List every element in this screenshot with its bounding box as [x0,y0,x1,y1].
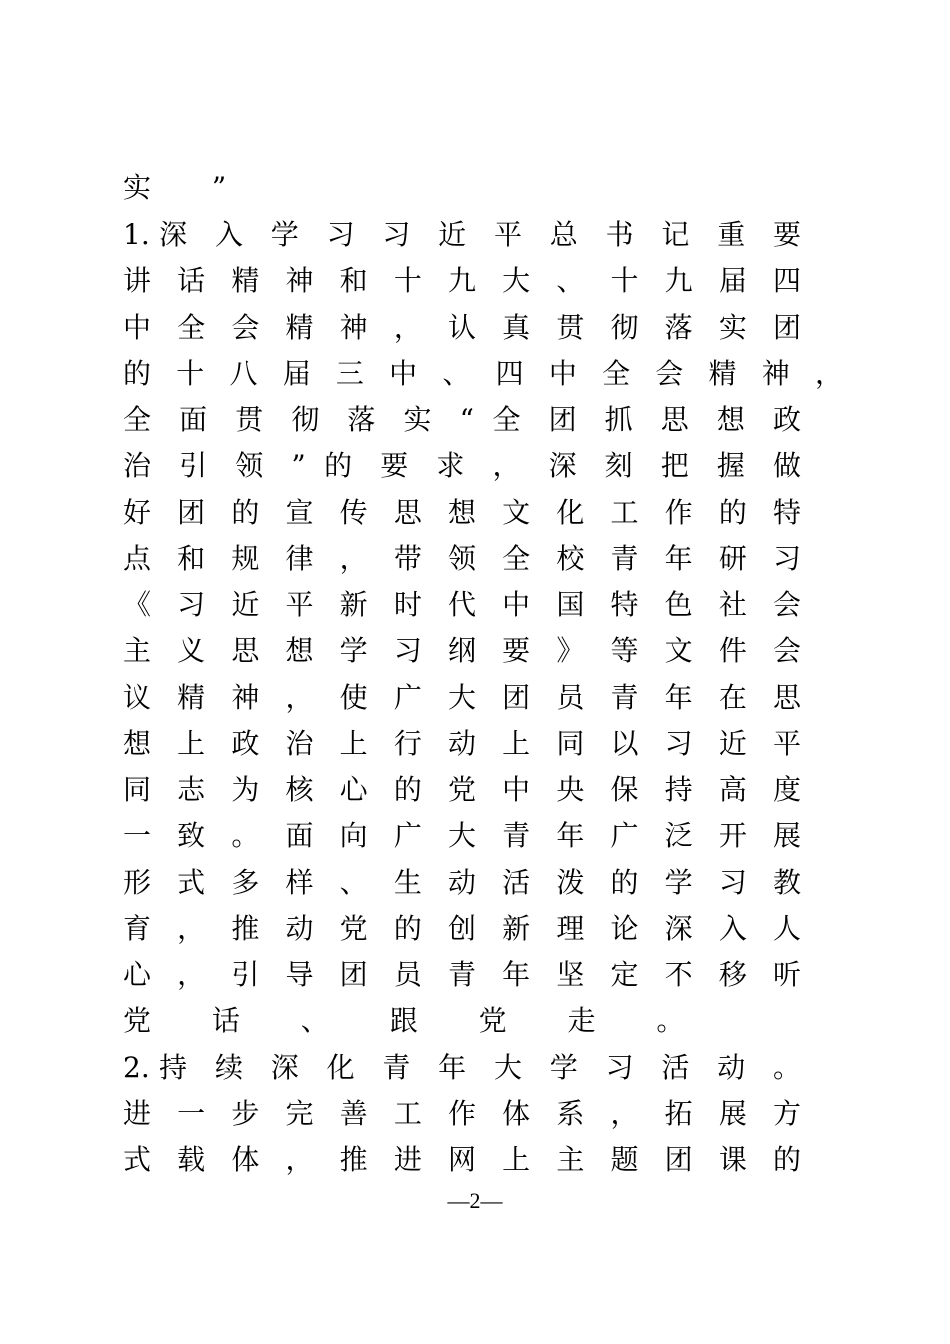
text-line-13: 想 上 政 治 上 行 动 上 同 以 习 近 平 [123,727,801,760]
text-line-3: 讲 话 精 神 和 十 九 大 、 十 九 届 四 [123,264,801,297]
text-line-14: 同 志 为 核 心 的 党 中 央 保 持 高 度 [123,773,801,806]
text-line-11: 主 义 思 想 学 习 纲 要 》 等 文 件 会 [123,634,801,667]
text-line-5: 的 十 八 届 三 中 、 四 中 全 会 精 神 ， [123,357,843,390]
text-line-19: 党 话 、 跟 党 走 。 [123,1004,711,1037]
text-line-4: 中 全 会 精 神 ， 认 真 贯 彻 落 实 团 [123,311,801,344]
text-line-7: 治 引 领 ” 的 要 求 ， 深 刻 把 握 做 [123,449,801,482]
page-number: —2— [447,1188,503,1213]
text-line-15: 一 致 。 面 向 广 大 青 年 广 泛 开 展 [123,819,801,852]
text-line-9: 点 和 规 律 ， 带 领 全 校 青 年 研 习 [123,542,801,575]
text-line-10: 《 习 近 平 新 时 代 中 国 特 色 社 会 [123,588,801,621]
text-line-1: 实 ” [123,171,253,204]
text-line-16: 形 式 多 样 、 生 动 活 泼 的 学 习 教 [123,866,801,899]
text-line-17: 育 ， 推 动 党 的 创 新 理 论 深 入 人 [123,912,801,945]
text-line-20: 2.持 续 深 化 青 年 大 学 习 活 动 。 [123,1051,801,1084]
text-line-2: 1.深 入 学 习 习 近 平 总 书 记 重 要 [123,218,801,251]
text-line-6: 全 面 贯 彻 落 实 “ 全 团 抓 思 想 政 [123,403,801,436]
text-line-8: 好 团 的 宣 传 思 想 文 化 工 作 的 特 [123,496,801,529]
text-line-12: 议 精 神 ， 使 广 大 团 员 青 年 在 思 [123,681,801,714]
text-line-18: 心 ， 引 导 团 员 青 年 坚 定 不 移 听 [123,958,801,991]
text-line-22: 式 载 体 ， 推 进 网 上 主 题 团 课 的 [123,1143,801,1176]
text-line-21: 进 一 步 完 善 工 作 体 系 ， 拓 展 方 [123,1097,801,1130]
